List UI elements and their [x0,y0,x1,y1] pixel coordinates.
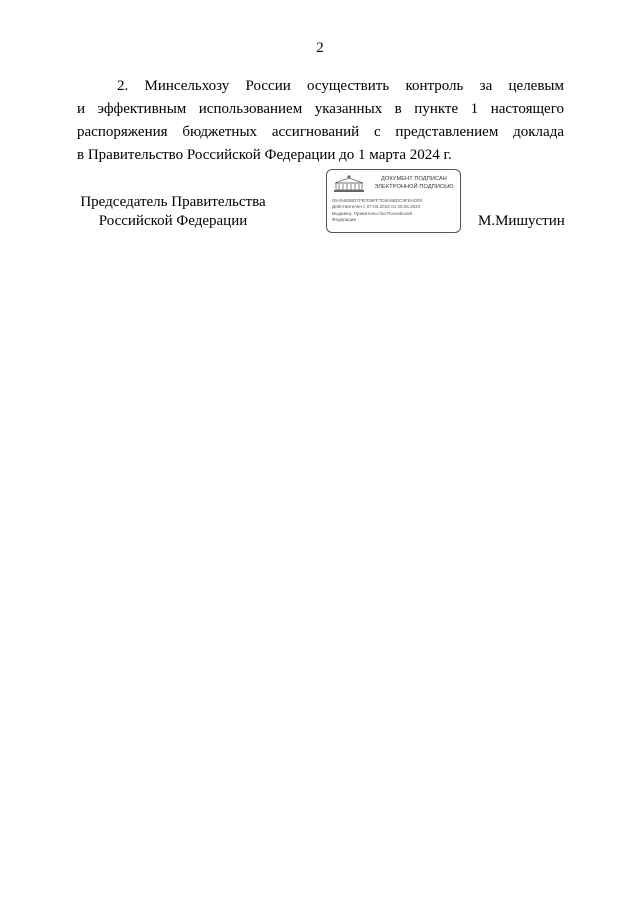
stamp-heading-line: ЭЛЕКТРОННОЙ ПОДПИСЬЮ [374,184,454,190]
page-number: 2 [316,40,324,56]
stamp-validity: Действителен с 07.03.2023 по 30.05.2024 [332,204,421,210]
stamp-issuer: Выдавец: Правительство Российской [332,210,412,216]
signer-title-line: Российской Федерации [98,213,248,229]
government-building-icon [333,175,365,193]
paragraph-line: 2. Минсельхозу России осуществить контроль за целевым [117,78,564,94]
paragraph-item-2 [77,75,564,167]
stamp-details [332,198,458,224]
signer-title [78,193,268,231]
electronic-signature-stamp [326,169,461,233]
stamp-heading [369,175,459,191]
paragraph-line: в Правительство Российской Федерации до 1 марта 2024 г. [77,147,452,163]
stamp-certificate: 00A54606D7FB7D9FF7D9A6BDC9FEA0D0 [332,198,423,203]
paragraph-line: и эффективным использованием указанных в пункте 1 настоящего [77,101,564,117]
signer-name: М.Мишустин [478,213,565,229]
stamp-issuer: Федерации [332,217,357,223]
paragraph-line: распоряжения бюджетных ассигнований с представлением доклада [77,124,564,140]
stamp-heading-line: ДОКУМЕНТ ПОДПИСАН [381,176,447,182]
document-body [77,75,564,167]
signer-title-line: Председатель Правительства [80,194,266,210]
